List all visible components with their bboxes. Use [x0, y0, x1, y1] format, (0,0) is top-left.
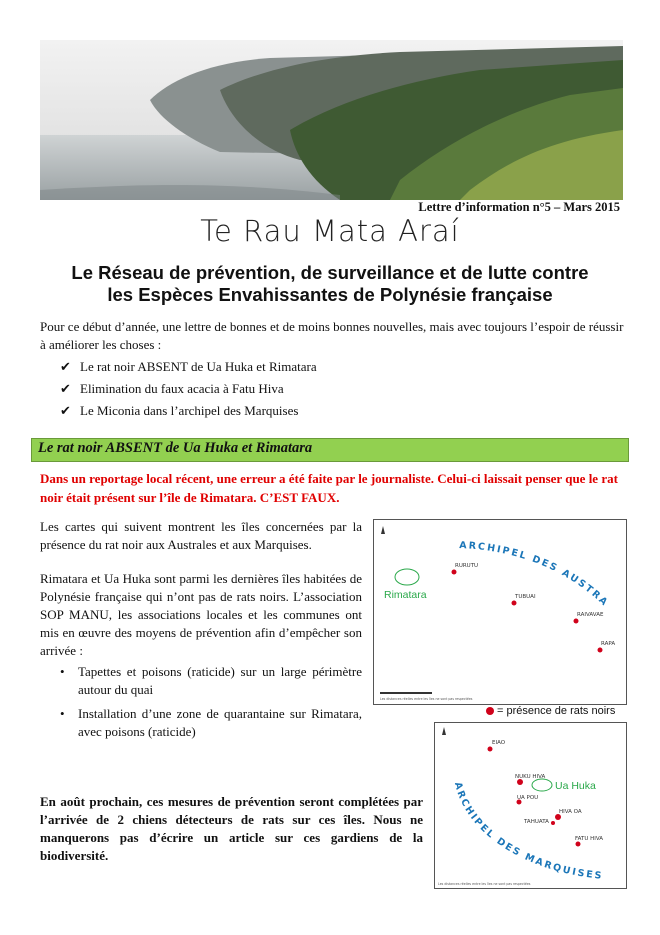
list-item	[60, 356, 317, 378]
bullet-icon: •	[60, 664, 65, 679]
masthead-title: Te Rau Mata Araí	[200, 214, 460, 248]
scale-bar	[380, 692, 432, 694]
island-label: TAHUATA	[524, 819, 549, 825]
map-australes-svg	[374, 520, 626, 704]
island-label: TUBUAI	[515, 594, 536, 600]
section-title: Le rat noir ABSENT de Ua Huka et Rimatara	[38, 440, 313, 456]
island-label: FATU HIVA	[575, 836, 604, 842]
issue-line: Lettre d’information n°5 – Mars 2015	[418, 200, 620, 214]
bullet-icon: •	[60, 706, 65, 721]
list-item-label: Installation d’une zone de quarantaine sur Rimatara, avec poisons (raticide)	[78, 706, 362, 739]
legend-label: = présence de rats noirs	[497, 705, 616, 717]
body-paragraph-2: Rimatara et Ua Huka sont parmi les dernières îles habitées de Polynésie française qui n’ont pas de rats noirs. L’association SOP MANU, les associations locales et les communes ont mis en œuvre des moyens de prévention afin d’empêcher son arrivée :	[40, 571, 362, 658]
list-item-label: Elimination du faux acacia à Fatu Hiva	[80, 381, 284, 396]
rimatara-circle	[395, 569, 419, 585]
ua-huka-circle	[532, 779, 552, 791]
map-australes	[373, 519, 627, 705]
checkmark-icon: ✔	[60, 403, 71, 418]
list-item-label: Le rat noir ABSENT de Ua Huka et Rimatara	[80, 359, 317, 374]
closing-paragraph: En août prochain, ces mesures de prévention seront complétées par l’arrivée de 2 chiens détecteurs de rats sur ces îles. Nous ne manquerons pas d’écrire un article sur ces gardiens de la biodiversité.	[40, 794, 423, 863]
map-note: Les distances réelles entre les îles ne sont pas respectées	[438, 882, 531, 886]
north-arrow-icon	[442, 727, 446, 735]
rimatara-label: Rimatara	[384, 589, 427, 601]
list-item-label: Le Miconia dans l’archipel des Marquises	[80, 403, 299, 418]
map-note: Les distances réelles entre les îles ne sont pas respectées	[380, 697, 473, 701]
prevention-list	[40, 663, 362, 747]
rat-marker	[512, 601, 517, 606]
island-label: RAPA	[601, 641, 616, 647]
intro-paragraph: Pour ce début d’année, une lettre de bonnes et de moins bonnes nouvelles, mais avec toujours l’espoir de réussir à améliorer les choses :	[40, 319, 624, 352]
rat-marker	[598, 648, 603, 653]
island-label: HIVA OA	[559, 809, 582, 815]
checkmark-icon: ✔	[60, 381, 71, 396]
checkmark-icon: ✔	[60, 359, 71, 374]
body-paragraph-1: Les cartes qui suivent montrent les îles concernées par la présence du rat noir aux Australes et aux Marquises.	[40, 519, 362, 552]
archipelago-label-australes: ARCHIPEL DES AUSTRA	[458, 539, 611, 610]
rat-marker	[488, 747, 493, 752]
ua-huka-label: Ua Huka	[555, 780, 596, 792]
island-label: RAIVAVAE	[577, 612, 604, 618]
map-legend	[486, 705, 615, 717]
list-item	[40, 705, 362, 741]
list-item	[60, 400, 317, 422]
island-label: EIAO	[492, 740, 506, 746]
hero-photo	[40, 40, 623, 200]
red-dot-icon	[486, 707, 494, 715]
headline-line-2: les Espèces Envahissantes de Polynésie française	[107, 284, 553, 305]
map-marquises	[434, 722, 627, 889]
rat-marker	[574, 619, 579, 624]
list-item	[40, 663, 362, 699]
rat-marker	[576, 842, 581, 847]
rat-marker	[551, 821, 555, 825]
archipelago-label-marquises: ARCHIPEL DES MARQUISES	[451, 780, 604, 882]
coastline-image	[40, 40, 623, 200]
island-label: RURUTU	[455, 563, 479, 569]
headline-line-1: Le Réseau de prévention, de surveillance et de lutte contre	[71, 262, 589, 283]
list-item-label: Tapettes et poisons (raticide) sur un large périmètre autour du quai	[78, 664, 362, 697]
headline	[30, 262, 630, 306]
list-item	[60, 378, 317, 400]
north-arrow-icon	[381, 526, 385, 534]
topic-checklist	[60, 356, 317, 422]
rat-marker	[452, 570, 457, 575]
map-marquises-svg	[435, 723, 626, 888]
island-label: NUKU HIVA	[515, 774, 546, 780]
island-label: UA POU	[517, 795, 539, 801]
alert-paragraph: Dans un reportage local récent, une erreur a été faite par le journaliste. Celui-ci laissait penser que le rat noir était présent sur l’île de Rimatara. C’EST FAUX.	[40, 471, 618, 505]
